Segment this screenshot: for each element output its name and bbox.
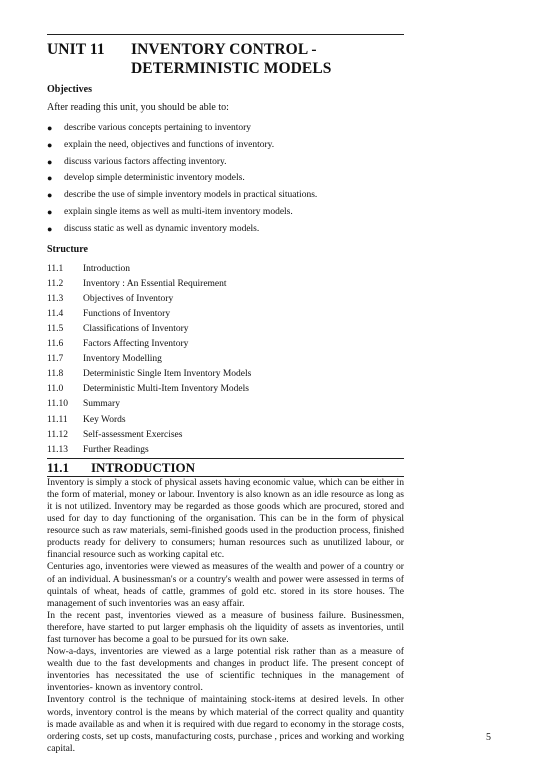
toc-item: 11.1 Introduction bbox=[47, 263, 130, 274]
bullet-icon: ● bbox=[47, 156, 53, 167]
list-item: ● describe the use of simple inventory models in practical situations. bbox=[47, 187, 404, 204]
bullet-icon: ● bbox=[47, 190, 53, 201]
paragraph: Centuries ago, inventories were viewed as measures of the wealth and power of a country or of an individual. A businessman's or a country's wealth and power were assessed in terms of quintals of wheat, heads of cattle, grammes of gold etc. stored in its store houses. The management of such inventories was an easy affair. bbox=[47, 561, 404, 609]
toc-item: 11.5 Classifications of Inventory bbox=[47, 323, 189, 334]
list-item: ● discuss various factors affecting inventory. bbox=[47, 154, 404, 171]
objectives-intro: After reading this unit, you should be able to: bbox=[47, 102, 229, 113]
toc-item: 11.4 Functions of Inventory bbox=[47, 308, 171, 319]
bullet-icon: ● bbox=[47, 173, 53, 184]
section-heading bbox=[47, 460, 404, 476]
list-item: ● explain single items as well as multi-item inventory models. bbox=[47, 204, 404, 221]
list-item: ● discuss static as well as dynamic inventory models. bbox=[47, 221, 404, 238]
list-item: ● develop simple deterministic inventory models. bbox=[47, 170, 404, 187]
page-content bbox=[47, 34, 404, 755]
bullet-icon: ● bbox=[47, 139, 53, 150]
section-rule-top bbox=[47, 458, 404, 459]
toc-item: 11.13 Further Readings bbox=[47, 444, 149, 455]
bullet-icon: ● bbox=[47, 206, 53, 217]
toc-item: 11.0 Deterministic Multi-Item Inventory Models bbox=[47, 384, 249, 395]
toc-item: 11.2 Inventory : An Essential Requirement bbox=[47, 278, 227, 289]
toc-item: 11.3 Objectives of Inventory bbox=[47, 293, 174, 304]
unit-title-line2: DETERMINISTIC MODELS bbox=[131, 60, 332, 77]
structure-heading: Structure bbox=[47, 243, 88, 255]
unit-heading bbox=[47, 40, 404, 78]
unit-title bbox=[131, 40, 404, 78]
toc-item: 11.12 Self-assessment Exercises bbox=[47, 429, 183, 440]
toc-item: 11.11 Key Words bbox=[47, 414, 126, 425]
unit-number: UNIT 11 bbox=[47, 41, 105, 58]
toc-item: 11.6 Factors Affecting Inventory bbox=[47, 339, 189, 350]
toc-item: 11.7 Inventory Modelling bbox=[47, 354, 162, 365]
section-title: INTRODUCTION bbox=[91, 459, 196, 475]
section-number: 11.1 bbox=[47, 459, 70, 475]
paragraph: Inventory control is the technique of maintaining stock-items at desired levels. In other words, inventory control is the means by which material of the correct quality and quantity is made available as and when it is required with due regard to economy in the storage costs, ordering costs, set up costs, manufacturing costs, purchase , prices and working and working capital. bbox=[47, 694, 404, 754]
objectives-list bbox=[47, 120, 404, 238]
paragraph: Now-a-days, inventories are viewed as a large potential risk rather than as a measure of wealth due to the fast developments and changes in product life. The present concept of inventories has necessitated the use of scientific techniques in the management of inventories- known as inventory control. bbox=[47, 646, 404, 694]
section-body bbox=[47, 477, 404, 755]
paragraph: Inventory is simply a stock of physical assets having economic value, which can be either in the form of material, money or labour. Inventory is also known as an idle resource as long as it is not utilized. Inventory may be regarded as those goods which are procured, stored and used for day to day functioning of the organisation. This can be in the form of physical resource such as raw materials, semi-finished goods used in the production process, finished products ready for delivery to consumers; human resources such as unutilized labour, or financial resource such as working capital etc. bbox=[47, 476, 404, 561]
page-number: 5 bbox=[486, 732, 491, 743]
list-item: ● explain the need, objectives and functions of inventory. bbox=[47, 137, 404, 154]
list-item: ● describe various concepts pertaining to inventory bbox=[47, 120, 404, 137]
paragraph: In the recent past, inventories viewed as a measure of business failure. Businessmen, therefore, have started to put larger emphasis oh the liquidity of assets as inventories, until fast turnover has become a goal to be pursued for its own sake. bbox=[47, 609, 404, 646]
structure-list bbox=[47, 262, 404, 458]
bullet-icon: ● bbox=[47, 123, 53, 133]
top-rule bbox=[47, 34, 404, 35]
objectives-heading: Objectives bbox=[47, 84, 92, 95]
toc-item: 11.10 Summary bbox=[47, 399, 120, 410]
unit-title-line1: INVENTORY CONTROL - bbox=[131, 41, 317, 58]
bullet-icon: ● bbox=[47, 223, 53, 234]
toc-item: 11.8 Deterministic Single Item Inventory Models bbox=[47, 369, 252, 380]
